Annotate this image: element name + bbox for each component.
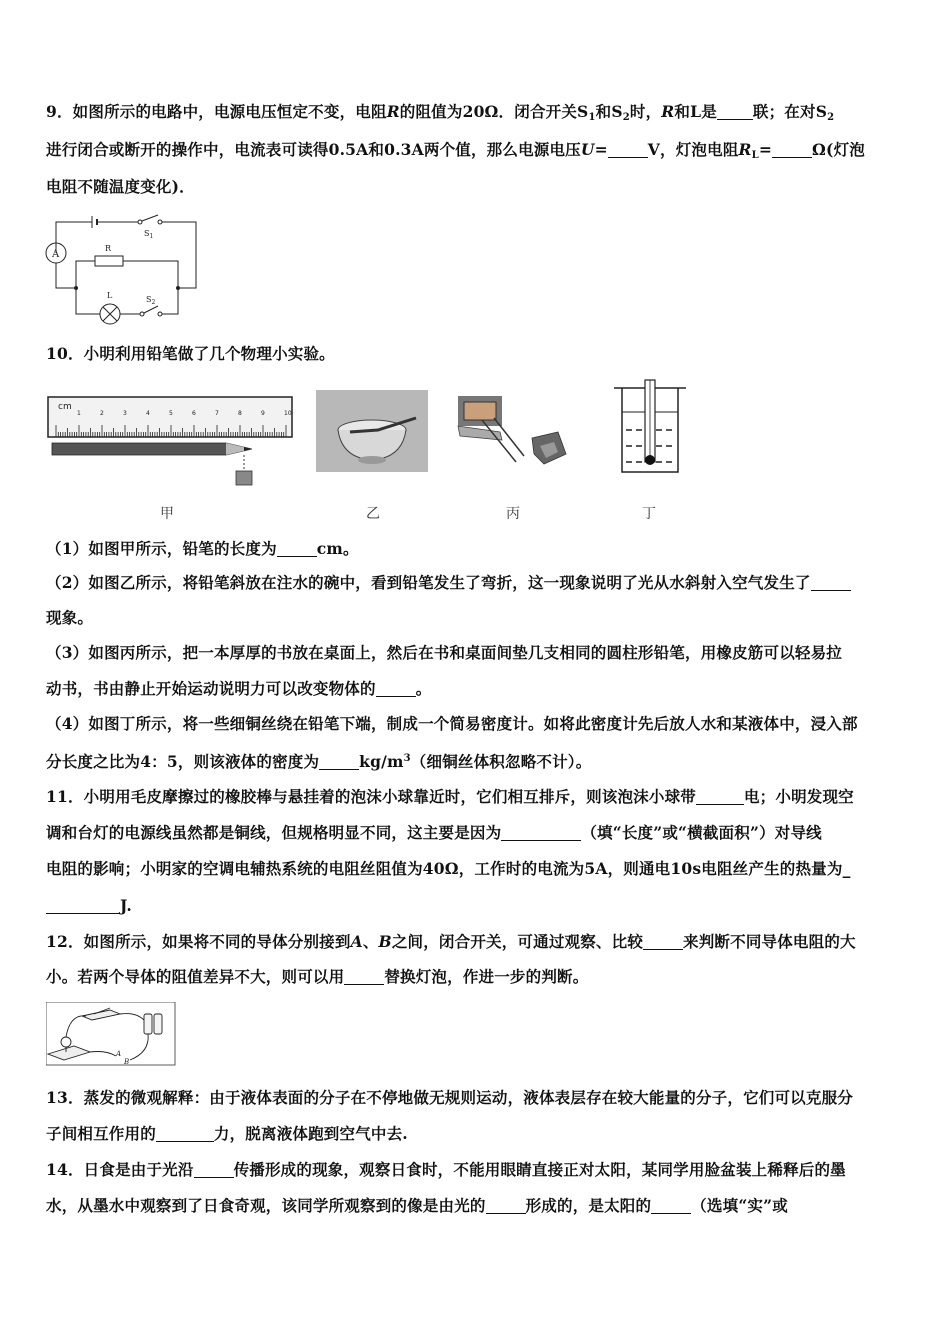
- q11-line-1: 11．小明用毛皮摩擦过的橡胶棒与悬挂着的泡沫小球靠近时，它们相互排斥，则该泡沫小球带 电；小明发现空: [46, 787, 854, 806]
- caption-yi: 乙: [366, 506, 380, 522]
- q13-line-2: 子间相互作用的 力，脱离液体跑到空气中去.: [46, 1124, 408, 1143]
- s1-label: $S_1$: [144, 229, 154, 240]
- q10-part-2-cont: 现象。: [46, 608, 94, 627]
- q12-circuit-figure: [46, 1002, 176, 1066]
- ruler-number: 8: [238, 410, 242, 417]
- ammeter-label: A: [52, 249, 60, 260]
- answer-blank[interactable]: [486, 1197, 526, 1214]
- q9-line-1: 9．如图所示的电路中，电源电压恒定不变，电阻R的阻值为20Ω．闭合开关$S_1$和$S_2$时，R和L是 联；在对$S_2$: [46, 102, 835, 123]
- figure-ruler-pencil: [46, 393, 296, 493]
- ruler-number: 3: [123, 410, 127, 417]
- ruler-number: 6: [192, 410, 196, 417]
- answer-blank[interactable]: [376, 680, 416, 697]
- q11-line-4: J.: [46, 895, 132, 917]
- q10-part-1: （1）如图甲所示，铅笔的长度为 cm。: [46, 539, 359, 558]
- resistor-label: R: [105, 244, 112, 253]
- q10-part-4-cont: 分长度之比为4：5，则该液体的密度为 $kg/m^3$（细铜丝体积忽略不计）。: [46, 752, 592, 771]
- q14-line-1: 14．日食是由于光沿 传播形成的现象，观察日食时，不能用眼睛直接正对太阳，某同学用脸盆装上稀释后的墨: [46, 1160, 846, 1179]
- q10-part-2: （2）如图乙所示，将铅笔斜放在注水的碗中，看到铅笔发生了弯折，这一现象说明了光从水斜射入空气发生了: [46, 572, 851, 594]
- ruler-number: 10: [284, 410, 292, 417]
- terminal-b-label: B: [124, 1058, 130, 1066]
- lamp-label: L: [107, 291, 113, 300]
- figure-bowl-pencil: [316, 390, 428, 472]
- ruler-number: 7: [215, 410, 219, 417]
- answer-blank[interactable]: [501, 824, 581, 841]
- caption-ding: 丁: [642, 506, 656, 522]
- ruler-number: 5: [169, 410, 173, 417]
- terminal-a-label: A: [116, 1050, 122, 1058]
- caption-bing: 丙: [506, 506, 520, 522]
- ruler-unit: cm: [58, 402, 72, 412]
- figure-densitometer: [610, 378, 690, 478]
- q12-line-2: 小。若两个导体的阻值差异不大，则可以用 替换灯泡，作进一步的判断。: [46, 967, 589, 986]
- q11-line-3: 电阻的影响；小明家的空调电辅热系统的电阻丝阻值为40Ω，工作时的电流为5A，则通电10s电阻丝产生的热量为_: [46, 859, 851, 878]
- q10-part-3-cont: 动书，书由静止开始运动说明力可以改变物体的 。: [46, 679, 432, 698]
- answer-blank[interactable]: [319, 753, 359, 770]
- ruler-number: 1: [77, 410, 81, 417]
- s2-label: $S_2$: [146, 295, 156, 306]
- q11-line-2: 调和台灯的电源线虽然都是铜线，但规格明显不同，这主要是因为 （填“长度”或“横截面积”）对导线: [46, 823, 822, 842]
- caption-jia: 甲: [160, 506, 174, 522]
- answer-blank[interactable]: [277, 540, 317, 557]
- answer-blank[interactable]: [772, 141, 812, 158]
- figure-book-pencils: [454, 392, 574, 472]
- q14-line-2: 水，从墨水中观察到了日食奇观，该同学所观察到的像是由光的 形成的，是太阳的 （选填“实”或: [46, 1196, 788, 1215]
- answer-blank[interactable]: [194, 1161, 234, 1178]
- answer-blank[interactable]: [608, 141, 648, 158]
- answer-blank[interactable]: [344, 968, 384, 985]
- ruler-number: 9: [261, 410, 265, 417]
- q10-part-4: （4）如图丁所示，将一些细铜丝绕在铅笔下端，制成一个简易密度计。如将此密度计先后放人水和某液体中，浸入部: [46, 714, 858, 733]
- q10-part-3: （3）如图丙所示，把一本厚厚的书放在桌面上，然后在书和桌面间垫几支相同的圆柱形铅笔，用橡皮筋可以轻易拉: [46, 643, 842, 662]
- answer-blank[interactable]: [651, 1197, 691, 1214]
- q10-title: 10．小明利用铅笔做了几个物理小实验。: [46, 344, 335, 363]
- answer-blank[interactable]: [696, 788, 744, 805]
- ruler-number: 4: [146, 410, 150, 417]
- answer-blank[interactable]: [46, 897, 120, 914]
- answer-blank[interactable]: [156, 1125, 214, 1142]
- q9-circuit-diagram: [44, 210, 204, 330]
- answer-blank[interactable]: [811, 574, 851, 591]
- answer-blank[interactable]: [643, 933, 683, 950]
- q13-line-1: 13．蒸发的微观解释：由于液体表面的分子在不停地做无规则运动，液体表层存在较大能量的分子，它们可以克服分: [46, 1088, 853, 1107]
- q9-line-3: 电阻不随温度变化)．: [46, 177, 195, 196]
- ruler-number: 2: [100, 410, 104, 417]
- q12-line-1: 12．如图所示，如果将不同的导体分别接到A、B之间，闭合开关，可通过观察、比较 来判断不同导体电阻的大: [46, 932, 856, 951]
- answer-blank[interactable]: [717, 103, 753, 120]
- q9-line-2: 进行闭合或断开的操作中，电流表可读得0.5A和0.3A两个值，那么电源电压U= V，灯泡电阻$R_L= \Omega$(灯泡: [46, 140, 865, 161]
